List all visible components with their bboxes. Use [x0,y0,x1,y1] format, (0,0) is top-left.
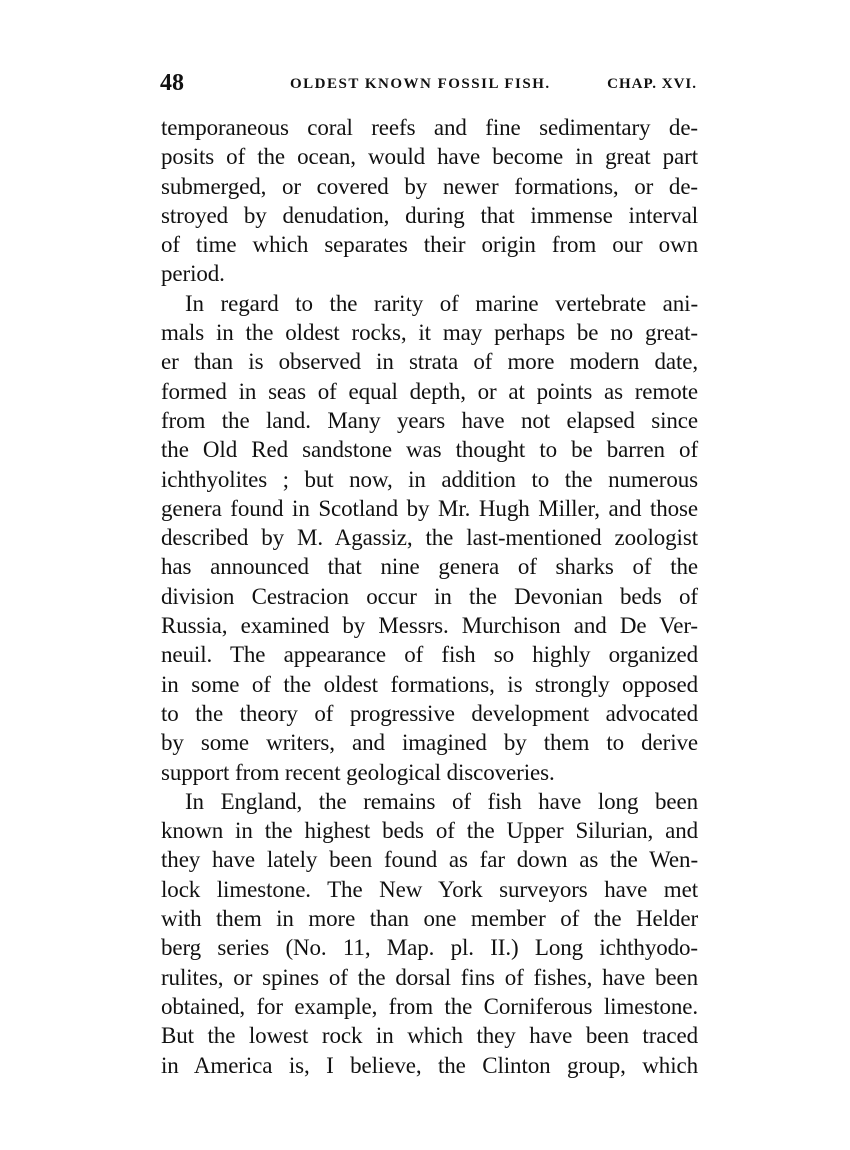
running-header [160,70,697,100]
text-line: formed in seas of equal depth, or at points as remote [161,378,698,404]
running-title: OLDEST KNOWN FOSSIL FISH. [290,76,551,92]
text-line: in some of the oldest formations, is strongly opposed [161,671,698,697]
text-line: berg series (No. 11, Map. pl. II.) Long ichthyodo- [161,935,698,961]
text-line: rulites, or spines of the dorsal fins of fishes, have been [161,964,698,990]
text-line: they have lately been found as far down as the Wen- [161,847,698,873]
text-line: temporaneous coral reefs and fine sedimentary de- [161,115,698,140]
text-line: lock limestone. The New York surveyors have met [161,876,698,902]
text-line: period. [161,261,225,287]
chapter-label: CHAP. XVI. [607,76,697,92]
text-line: from the land. Many years have not elapsed since [161,407,698,433]
text-line: But the lowest rock in which they have been traced [161,1023,698,1049]
text-line: by some writers, and imagined by them to derive [161,730,698,756]
text-line: known in the highest beds of the Upper Silurian, and [161,818,698,844]
text-line: described by M. Agassiz, the last-mentioned zoologist [161,525,698,551]
text-line: mals in the oldest rocks, it may perhaps be no great- [161,320,698,346]
text-line: In regard to the rarity of marine vertebrate ani- [185,290,698,316]
text-line: obtained, for example, from the Corniferous limestone. [161,993,698,1019]
text-line: the Old Red sandstone was thought to be barren of [161,437,698,463]
text-line: to the theory of progressive development advocated [161,700,698,726]
text-line: support from recent geological discoveries. [161,759,555,785]
text-line: stroyed by denudation, during that immense interval [161,202,698,228]
text-line: with them in more than one member of the Helder [161,906,698,932]
text-line: submerged, or covered by newer formations, or de- [161,173,698,199]
text-line: genera found in Scotland by Mr. Hugh Miller, and those [161,495,698,521]
page-number: 48 [160,70,184,96]
text-line: posits of the ocean, would have become in great part [161,144,698,170]
text-line: er than is observed in strata of more modern date, [161,349,698,375]
text-line: In England, the remains of fish have long been [185,788,698,814]
text-line: division Cestracion occur in the Devonian beds of [161,583,698,609]
text-line: Russia, examined by Messrs. Murchison and De Ver- [161,613,698,639]
body-text [161,113,698,1080]
text-line: has announced that nine genera of sharks of the [161,554,698,580]
text-line: neuil. The appearance of fish so highly organized [161,642,698,668]
text-line: ichthyolites ; but now, in addition to the numerous [161,466,698,492]
text-line: in America is, I believe, the Clinton group, which [161,1052,698,1078]
text-line: of time which separates their origin from our own [161,232,698,258]
